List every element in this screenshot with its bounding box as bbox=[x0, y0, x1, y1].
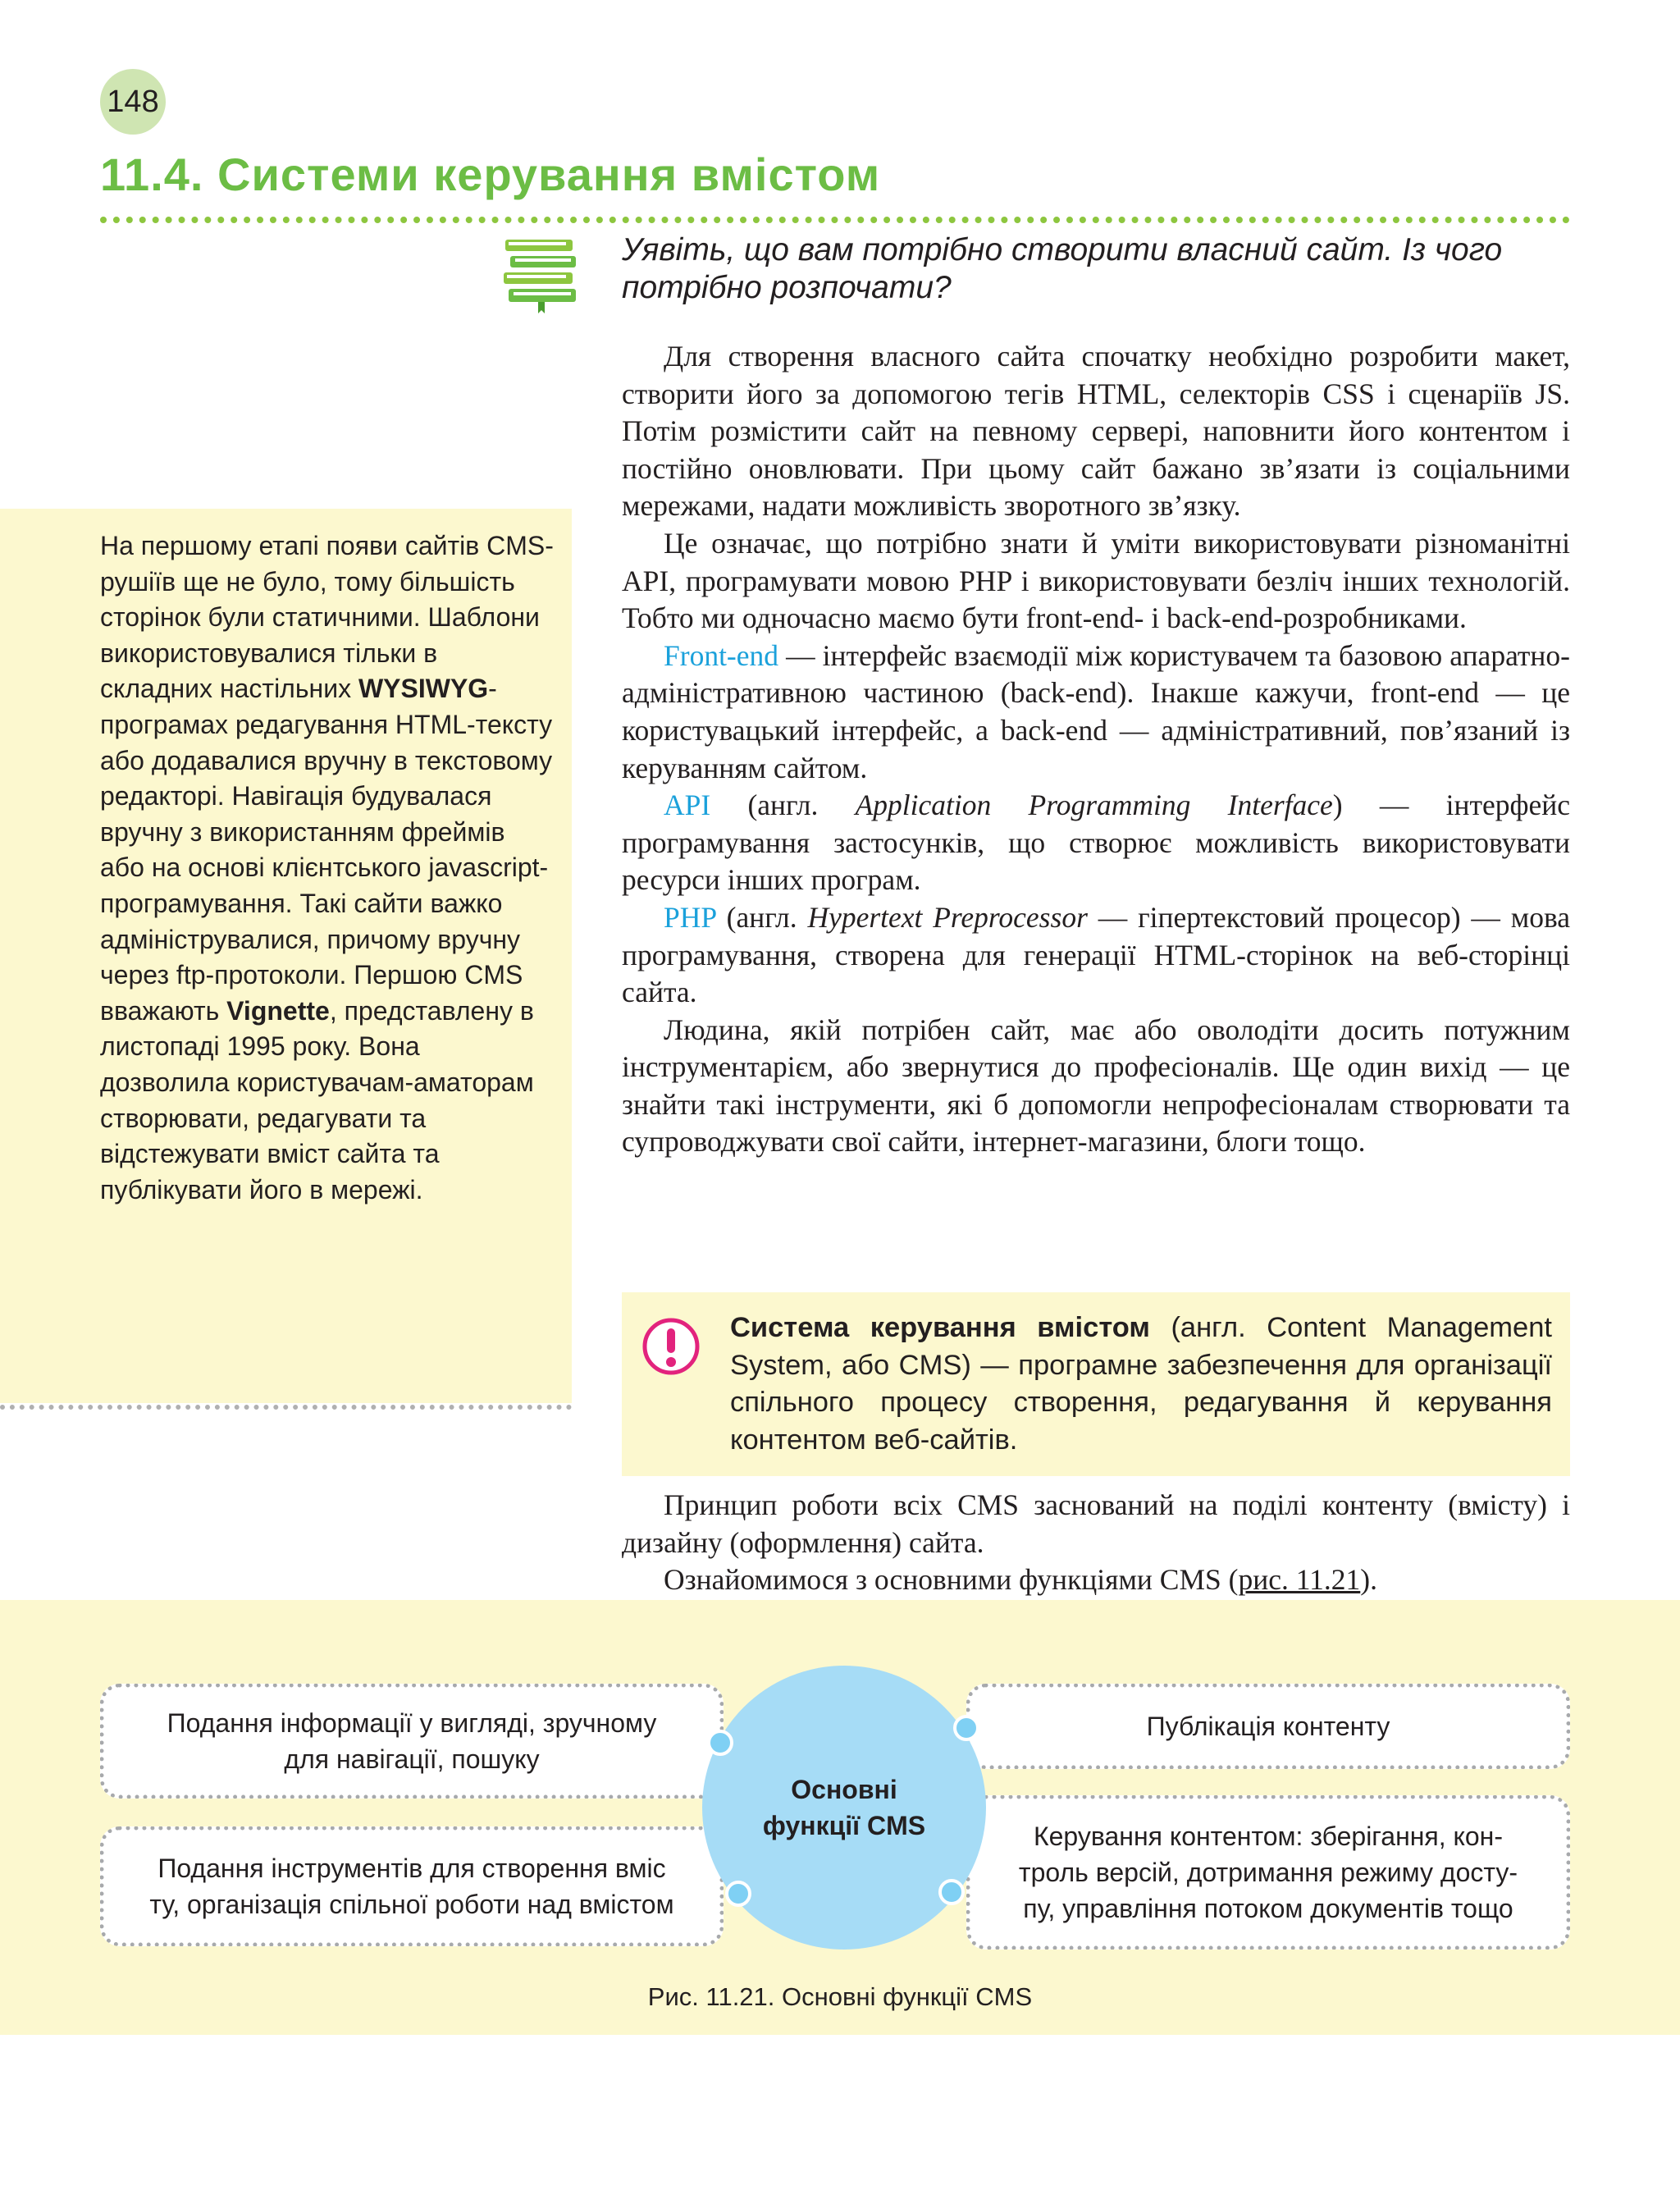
term-expansion: Application Programming Interface bbox=[855, 789, 1333, 822]
paragraph-text: Ознайомимося з основними функціями CMS ( bbox=[664, 1563, 1239, 1597]
paragraph-php bbox=[622, 899, 1570, 1012]
function-text: Подання інструментів для створення вміс bbox=[158, 1854, 666, 1883]
sidebar-bold-term: Vignette bbox=[226, 995, 330, 1026]
connector-dot bbox=[707, 1730, 733, 1756]
figure-caption: Рис. 11.21. Основні функції CMS bbox=[647, 1982, 1033, 2011]
paragraph: Це означає, що потрібно знати й уміти використовувати різноманітні API, програмувати мовою PHP і використовувати безліч інших технологій. Тобто ми одночасно маємо бути front-end- і back-end-розробниками. bbox=[622, 526, 1570, 635]
connector-dot bbox=[953, 1715, 979, 1741]
page-number: 148 bbox=[100, 69, 166, 135]
function-text: Публікація контенту bbox=[1146, 1712, 1390, 1741]
definition-text: (англ. bbox=[710, 789, 856, 822]
connector-dot bbox=[938, 1879, 965, 1905]
definition-text: — інтерфейс взаємодії між користувачем та базовою апаратно-адміністративною частиною (back-end). Інакше кажучи, front-end — це користувацький інтерфейс, а back-end — адміністративний, пов’язаний із керуванням сайтом. bbox=[622, 638, 1570, 784]
paragraph-api bbox=[622, 787, 1570, 899]
sidebar-text: На першому етапі появи сайтів CMS-рушіїв ще не було, тому більшість сторінок були статичними. Шаблони використовувалися тільки в складних настільних bbox=[100, 531, 554, 704]
function-text: ту, організація спільної роботи над вмістом bbox=[149, 1890, 674, 1919]
paragraph: Принцип роботи всіх CMS заснований на поділі контенту (вмісту) і дизайну (оформлення) сайта. bbox=[622, 1488, 1570, 1559]
title-divider bbox=[100, 217, 1570, 223]
definition-term: Система керування вмістом bbox=[730, 1312, 1150, 1343]
function-text: пу, управління потоком документів тощо bbox=[1023, 1894, 1513, 1923]
function-text: Керування контентом: зберігання, кон- bbox=[1033, 1822, 1503, 1851]
term-api: API bbox=[664, 789, 711, 822]
center-circle bbox=[702, 1666, 986, 1950]
term-expansion: Hypertext Preprocessor bbox=[807, 900, 1088, 934]
definition-text bbox=[730, 1310, 1552, 1459]
principle-text bbox=[622, 1487, 1570, 1599]
sidebar-bold-term: WYSIWYG bbox=[358, 674, 489, 704]
definition-text: — гіпертекстовий процесор) — мова програмування, створена для генерації HTML-сторінок на веб-сторінці сайта. bbox=[622, 900, 1570, 1009]
function-box-navigation bbox=[100, 1684, 724, 1799]
function-box-tools bbox=[100, 1826, 724, 1946]
term-front-end: Front-end bbox=[664, 638, 779, 672]
connector-dot bbox=[725, 1881, 751, 1907]
center-label: Основні bbox=[791, 1775, 897, 1804]
term-php: PHP bbox=[664, 900, 716, 934]
paragraph-text: ). bbox=[1360, 1563, 1377, 1597]
question-prompt: Уявіть, що вам потрібно створити власний сайт. Із чого потрібно розпочати? bbox=[622, 232, 1503, 305]
section-title: 11.4. Системи керування вмістом bbox=[100, 149, 881, 200]
exclamation-icon bbox=[641, 1317, 701, 1376]
books-icon bbox=[500, 233, 582, 315]
sidebar-text: , представлену в листопаді 1995 року. Вона дозволила користувачам-аматорам створювати, редагувати та відстежувати вміст сайта та публікувати його в мережі. bbox=[100, 995, 534, 1204]
sidebar-note bbox=[100, 528, 555, 1208]
definition-text: (англ. bbox=[715, 900, 808, 934]
function-text: троль версій, дотримання режиму досту- bbox=[1018, 1858, 1518, 1887]
main-text bbox=[622, 338, 1570, 1161]
function-box-publication bbox=[966, 1684, 1570, 1769]
sidebar-divider bbox=[0, 1405, 572, 1410]
function-text: Подання інформації у вигляді, зручному bbox=[167, 1708, 657, 1738]
function-box-content-management bbox=[966, 1795, 1570, 1950]
definition-text: ) — інтерфейс програмування застосунків, що створює можливість використовувати ресурси інших програм. bbox=[622, 789, 1570, 897]
paragraph-figure-ref bbox=[622, 1561, 1570, 1599]
center-label: функції CMS bbox=[762, 1811, 926, 1840]
paragraph-front-end bbox=[622, 638, 1570, 787]
function-text: для навігації, пошуку bbox=[284, 1744, 540, 1774]
sidebar-text: -програмах редагування HTML-тексту або додавалися вручну в текстовому редакторі. Навігація будувалася вручну з використанням фреймів або на основі клієнтського javascript-програмування. Такі сайти важко адмініструвалися, причому вручну через ftp-протоколи. Першою CMS вважають bbox=[100, 674, 553, 1026]
figure-link[interactable]: рис. 11.21 bbox=[1238, 1563, 1361, 1597]
paragraph: Для створення власного сайта спочатку необхідно розробити макет, створити його за допомогою тегів HTML, селекторів CSS і сценаріїв JS. Потім розмістити сайт на певному сервері, наповнити його контентом і постійно оновлювати. При цьому сайт бажано зв’язати із соціальними мережами, надати можливість зворотного зв’язку. bbox=[622, 340, 1570, 523]
definition-body: (англ. Content Management System, або CMS) — програмне забезпечення для організації спільного процесу створення, редагування й керування контентом веб-сайтів. bbox=[730, 1312, 1552, 1456]
paragraph: Людина, якій потрібен сайт, має або оволодіти досить потужним інструментарієм, або звернутися до професіоналів. Ще один вихід — це знайти такі інструменти, які б допомогли непрофесіоналам створювати та супроводжувати свої сайти, інтернет-магазини, блоги тощо. bbox=[622, 1013, 1570, 1159]
